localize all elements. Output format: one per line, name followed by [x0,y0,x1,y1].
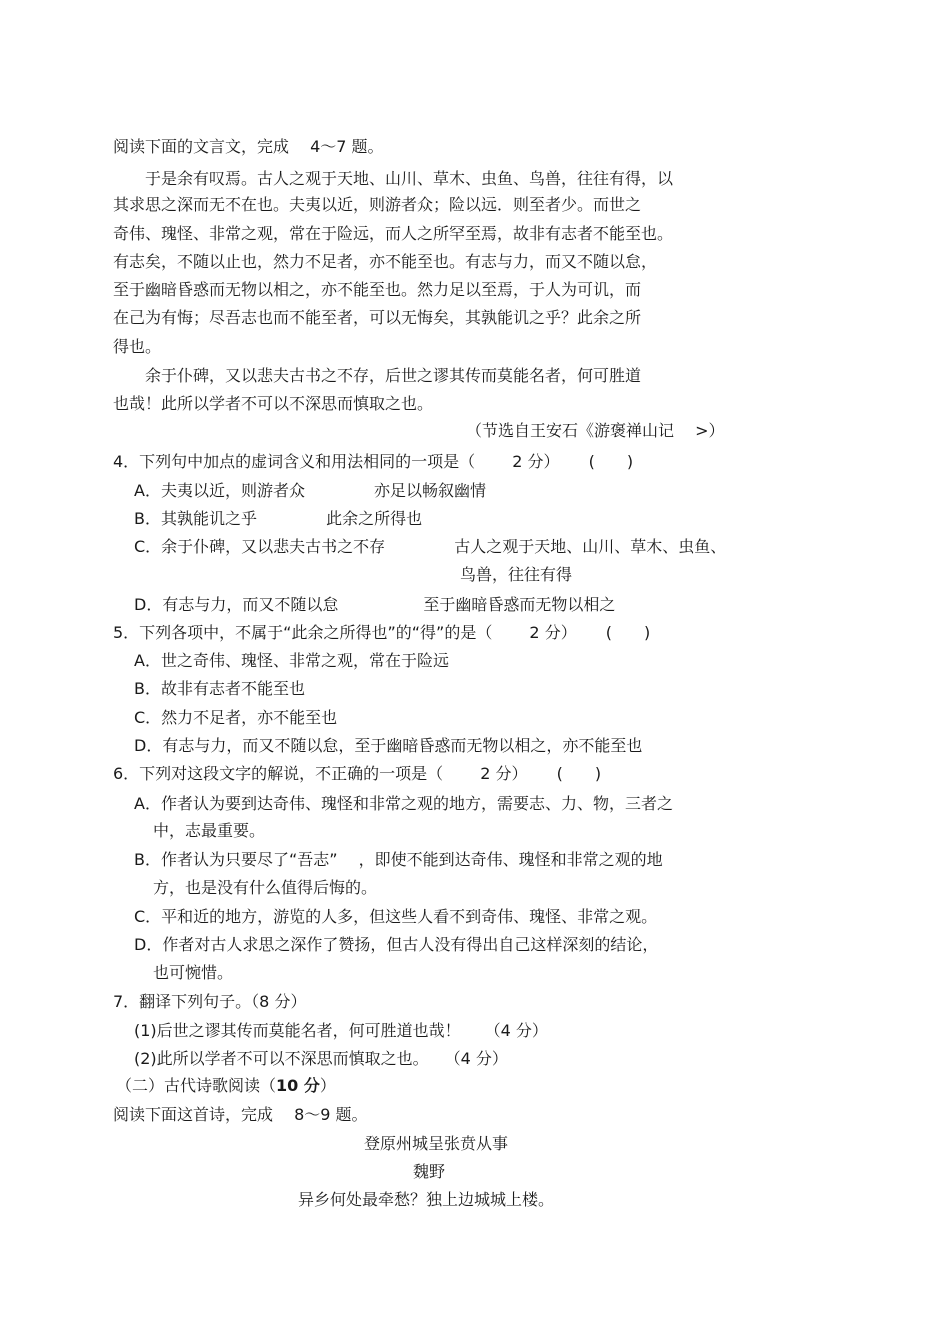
option-d: D．有志与力，而又不随以怠，至于幽暗昏惑而无物以相之，亦不能至也 [134,736,643,755]
question-stem: 7．翻译下列句子。（8 分） [113,992,307,1011]
option-c: C．平和近的地方，游览的人多，但这些人看不到奇伟、瑰怪、非常之观。 [134,907,658,926]
poem-title: 登原州城呈张贲从事 [364,1134,509,1153]
translation-item-2: (2)此所以学者不可以不深思而慎取之也。 （4 分） [134,1049,508,1068]
option-d: D．有志与力，而又不随以怠 至于幽暗昏惑而无物以相之 [134,595,616,614]
option-a: A．夫夷以近，则游者众 亦足以畅叙幽情 [134,481,487,500]
passage-line: 至于幽暗昏惑而无物以相之，亦不能至也。然力足以至焉，于人为可讥，而 [113,280,642,299]
passage-line: 也哉！此所以学者不可以不深思而慎取之也。 [113,394,434,413]
translation-item-1: (1)后世之谬其传而莫能名者，何可胜道也哉！ （4 分） [134,1021,548,1040]
section-heading-label: （二）古代诗歌阅读（ [116,1076,277,1095]
option-b: B．故非有志者不能至也 [134,679,305,698]
option-b: B．其孰能讥之乎 此余之所得也 [134,509,423,528]
option-c: C．余于仆碑，又以悲夫古书之不存 古人之观于天地、山川、草木、虫鱼、 [134,537,727,556]
section-intro: 阅读下面这首诗，完成 8～9 题。 [113,1105,368,1124]
option-d-continued: 也可惋惜。 [153,963,234,982]
section-heading [116,1076,336,1096]
passage-line: 有志矣，不随以止也，然力不足者，亦不能至也。有志与力，而又不随以怠， [113,252,658,271]
question-stem: 6．下列对这段文字的解说，不正确的一项是（ 2 分） ( ) [113,764,602,783]
poem-author: 魏野 [413,1162,446,1181]
section-score: 10 分 [276,1076,320,1095]
passage-intro: 阅读下面的文言文，完成 4～7 题。 [113,137,384,156]
passage-line: 得也。 [113,337,162,356]
passage-line: 其求思之深而无不在也。夫夷以近，则游者众；险以远．则至者少。而世之 [113,195,642,214]
passage-source: （节选自王安石《游褒禅山记 >） [466,421,725,440]
passage-line: 在己为有悔；尽吾志也而不能至者，可以无悔矣，其孰能讥之乎？此余之所 [113,308,642,327]
option-c-continued: 鸟兽，往往有得 [460,565,573,584]
option-d: D．作者对古人求思之深作了赞扬，但古人没有得出自己这样深刻的结论， [134,935,659,954]
option-b: B．作者认为只要尽了“吾志” ，即使不能到达奇伟、瑰怪和非常之观的地 [134,850,663,869]
option-a: A．作者认为要到达奇伟、瑰怪和非常之观的地方，需要志、力、物，三者之 [134,794,673,813]
passage-line: 余于仆碑，又以悲夫古书之不存，后世之谬其传而莫能名者，何可胜道 [113,366,642,385]
section-heading-close: ） [319,1076,336,1095]
option-a-continued: 中，志最重要。 [153,821,266,840]
option-c: C．然力不足者，亦不能至也 [134,708,338,727]
passage-line: 奇伟、瑰怪、非常之观，常在于险远，而人之所罕至焉，故非有志者不能至也。 [113,224,674,243]
question-stem: 4．下列句中加点的虚词含义和用法相同的一项是（ 2 分） ( ) [113,452,634,471]
poem-line: 异乡何处最牵愁？独上边城城上楼。 [298,1190,555,1209]
passage-line: 于是余有叹焉。古人之观于天地、山川、草木、虫鱼、鸟兽，往往有得，以 [113,169,674,188]
question-stem: 5．下列各项中，不属于“此余之所得也”的“得”的是（ 2 分） ( ) [113,623,651,642]
option-a: A．世之奇伟、瑰怪、非常之观，常在于险远 [134,651,449,670]
option-b-continued: 方，也是没有什么值得后悔的。 [153,878,378,897]
